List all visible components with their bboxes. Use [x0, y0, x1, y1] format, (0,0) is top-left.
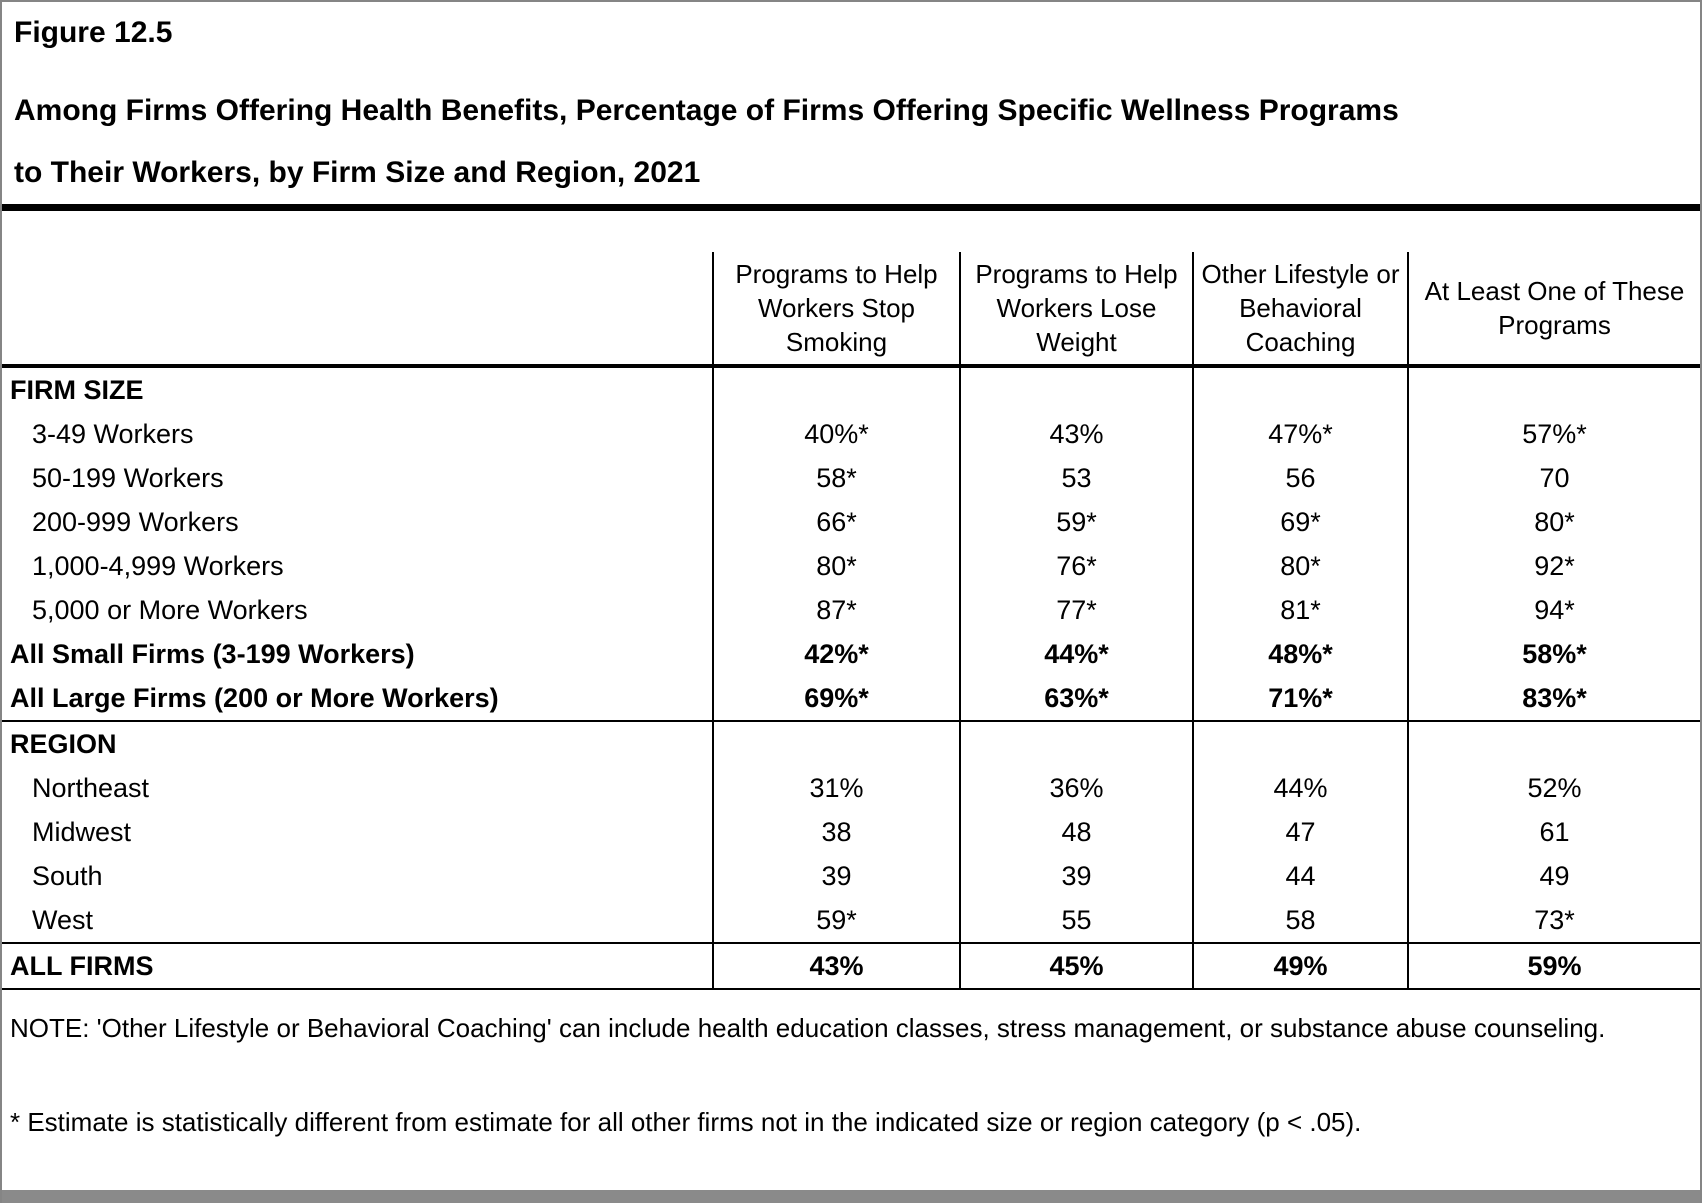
row-label: West	[32, 904, 94, 935]
cell-value	[959, 722, 1192, 766]
cell-value: 76*	[959, 544, 1192, 588]
row-label: Midwest	[32, 816, 132, 847]
cell-value	[1192, 722, 1407, 766]
row-label: All Small Firms (3-199 Workers)	[10, 638, 415, 669]
table-row-firm-size	[2, 368, 1700, 412]
row-label: 3-49 Workers	[32, 418, 194, 449]
cell-value: 66*	[712, 500, 959, 544]
title-divider	[2, 204, 1700, 211]
row-label: Northeast	[32, 772, 150, 803]
cell-value: 49	[1407, 854, 1700, 898]
row-label: 50-199 Workers	[32, 462, 224, 493]
cell-value	[1407, 722, 1700, 766]
cell-value: 56	[1192, 456, 1407, 500]
table-row-50-199-workers	[2, 456, 1700, 500]
asterisk-note-text: * Estimate is statistically different from estimate for all other firms not in the indicated size or region category (p < .05).	[10, 1107, 1362, 1137]
cell-value: 43%	[712, 944, 959, 988]
cell-value: 48%*	[1192, 632, 1407, 676]
table-row-region	[2, 722, 1700, 766]
cell-value: 40%*	[712, 412, 959, 456]
cell-value: 47	[1192, 810, 1407, 854]
cell-value: 43%	[959, 412, 1192, 456]
cell-value: 31%	[712, 766, 959, 810]
cell-value: 38	[712, 810, 959, 854]
cell-value: 59*	[712, 898, 959, 942]
cell-value: 81*	[1192, 588, 1407, 632]
wellness-programs-table	[2, 252, 1700, 990]
cell-value: 45%	[959, 944, 1192, 988]
table-row-northeast	[2, 766, 1700, 810]
cell-value	[1407, 368, 1700, 412]
cell-value: 87*	[712, 588, 959, 632]
cell-value: 44%	[1192, 766, 1407, 810]
row-label: All Large Firms (200 or More Workers)	[10, 682, 499, 713]
cell-value: 39	[959, 854, 1192, 898]
table-row-3-49-workers	[2, 412, 1700, 456]
cell-value: 59*	[959, 500, 1192, 544]
cell-value: 77*	[959, 588, 1192, 632]
row-label: 200-999 Workers	[32, 506, 239, 537]
cell-value: 55	[959, 898, 1192, 942]
cell-value: 94*	[1407, 588, 1700, 632]
row-label: South	[32, 860, 103, 891]
table-bottom-divider	[2, 988, 1700, 990]
cell-value: 39	[712, 854, 959, 898]
cell-value: 58*	[712, 456, 959, 500]
table-row-west	[2, 898, 1700, 942]
cell-value: 70	[1407, 456, 1700, 500]
cell-value: 58	[1192, 898, 1407, 942]
cell-value: 52%	[1407, 766, 1700, 810]
cell-value: 73*	[1407, 898, 1700, 942]
bottom-bar	[2, 1190, 1700, 1203]
cell-value: 44%*	[959, 632, 1192, 676]
cell-value: 69%*	[712, 676, 959, 720]
row-label: 1,000-4,999 Workers	[32, 550, 284, 581]
cell-value: 42%*	[712, 632, 959, 676]
cell-value: 48	[959, 810, 1192, 854]
column-header-behavioral-coaching: Other Lifestyle or Behavioral Coaching	[1192, 252, 1407, 364]
cell-value: 80*	[712, 544, 959, 588]
cell-value: 83%*	[1407, 676, 1700, 720]
table-row-south	[2, 854, 1700, 898]
figure-label: Figure 12.5	[14, 16, 173, 49]
cell-value: 80*	[1407, 500, 1700, 544]
table-row-all-small-firms	[2, 632, 1700, 676]
cell-value	[712, 368, 959, 412]
figure-title-line1: Among Firms Offering Health Benefits, Percentage of Firms Offering Specific Wellness Programs	[14, 94, 1399, 127]
cell-value: 59%	[1407, 944, 1700, 988]
table-row-all-firms	[2, 944, 1700, 988]
cell-value: 44	[1192, 854, 1407, 898]
row-label: 5,000 or More Workers	[32, 594, 308, 625]
row-label: FIRM SIZE	[10, 374, 144, 405]
cell-value: 36%	[959, 766, 1192, 810]
column-header-at-least-one: At Least One of These Programs	[1407, 252, 1700, 364]
cell-value	[959, 368, 1192, 412]
cell-value	[1192, 368, 1407, 412]
column-header-stop-smoking: Programs to Help Workers Stop Smoking	[712, 252, 959, 364]
table-row-1000-4999-workers	[2, 544, 1700, 588]
figure-title	[14, 80, 1562, 204]
table-header-row	[2, 252, 1700, 364]
header-empty-cell	[2, 252, 712, 364]
cell-value: 58%*	[1407, 632, 1700, 676]
cell-value: 49%	[1192, 944, 1407, 988]
column-header-lose-weight: Programs to Help Workers Lose Weight	[959, 252, 1192, 364]
cell-value: 63%*	[959, 676, 1192, 720]
row-label: ALL FIRMS	[10, 950, 154, 981]
row-label: REGION	[10, 728, 117, 759]
cell-value: 53	[959, 456, 1192, 500]
table-row-200-999-workers	[2, 500, 1700, 544]
table-row-5000-or-more-workers	[2, 588, 1700, 632]
cell-value: 92*	[1407, 544, 1700, 588]
table-row-all-large-firms	[2, 676, 1700, 720]
figure-title-line2: to Their Workers, by Firm Size and Region, 2021	[14, 156, 701, 189]
cell-value	[712, 722, 959, 766]
header-spacer	[2, 211, 1700, 252]
cell-value: 61	[1407, 810, 1700, 854]
cell-value: 80*	[1192, 544, 1407, 588]
table-row-midwest	[2, 810, 1700, 854]
cell-value: 69*	[1192, 500, 1407, 544]
cell-value: 47%*	[1192, 412, 1407, 456]
cell-value: 71%*	[1192, 676, 1407, 720]
note-text: NOTE: 'Other Lifestyle or Behavioral Coaching' can include health education classes, stress management, or substance abuse counseling.	[10, 1013, 1606, 1043]
cell-value: 57%*	[1407, 412, 1700, 456]
